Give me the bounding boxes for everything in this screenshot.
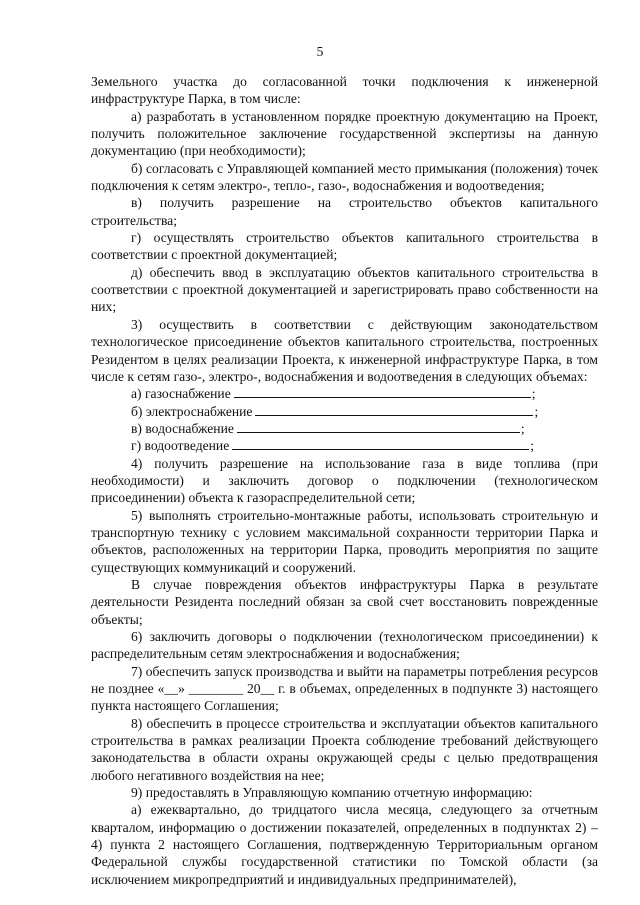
fill-line-gas (91, 385, 598, 402)
paragraph: 4) получить разрешение на использование газа в виде топлива (при необходимости) и заключить договор о подключении (технологическом присоединении) объекта к газораспределительной сети; (91, 455, 598, 506)
paragraph: а) ежеквартально, до тридцатого числа месяца, следующего за отчетным кварталом, информацию о достижении показателей, определенных в подпунктах 2) – 4) пункта 2 настоящего Соглашения, подтвержденную Территориальным органом Федеральной службы государственной статистики по Томской области (за исключением микропредприятий и индивидуальных предпринимателей), (91, 802, 598, 887)
fill-line-end: ; (534, 403, 539, 419)
fill-line-electricity (91, 403, 598, 420)
fill-line-water-disposal (91, 437, 598, 454)
paragraph: 5) выполнять строительно-монтажные работы, использовать строительную и транспортную технику с условием максимальной сохранности территории Парка и объектов, расположенных на территории Парка, проводить мероприятия по защите существующих коммуникаций и сооружений. (91, 507, 598, 575)
page-number: 5 (316, 44, 324, 59)
fill-line-label: а) газоснабжение (131, 386, 231, 402)
blank-underline (255, 403, 533, 416)
paragraph: а) разработать в установленном порядке проектную документацию на Проект, получить положительное заключение государственной экспертизы на данную документацию (при необходимости); (91, 108, 598, 159)
fill-line-end: ; (530, 438, 535, 454)
paragraph: г) осуществлять строительство объектов капитального строительства в соответствии с проектной документацией; (91, 230, 598, 263)
paragraph: 3) осуществить в соответствии с действующим законодательством технологическое присоединение объектов капитального строительства, построенных Резидентом в целях реализации Проекта, к инженерной инфраструктуре Парка, в том числе к сетям газо-, электро-, водоснабжения и водоотведения в следующих объемах: (91, 316, 598, 384)
fill-line-label: б) электроснабжение (131, 403, 253, 419)
paragraph: 8) обеспечить в процессе строительства и эксплуатации объектов капитального строительства в рамках реализации Проекта соблюдение требований действующего законодательства в области охраны окружающей среды с целью предотвращения любого негативного воздействия на нее; (91, 715, 598, 783)
fill-line-water-supply (91, 420, 598, 437)
paragraph: 7) обеспечить запуск производства и выйти на параметры потребления ресурсов не позднее «__» ________ 20__ г. в объемах, определенных в подпункте 3) настоящего пункта настоящего Соглашения; (91, 663, 598, 714)
blank-underline (232, 437, 529, 450)
blank-underline (234, 385, 531, 398)
fill-line-label: г) водоотведение (131, 438, 230, 454)
paragraph: В случае повреждения объектов инфраструктуры Парка в результате деятельности Резидента последний обязан за свой счет восстановить поврежденные объекты; (91, 576, 598, 627)
paragraph: в) получить разрешение на строительство объектов капитального строительства; (91, 195, 598, 228)
paragraph: д) обеспечить ввод в эксплуатацию объектов капитального строительства в соответствии с проектной документацией и зарегистрировать право собственности на них; (91, 264, 598, 315)
fill-line-end: ; (531, 386, 536, 402)
fill-line-end: ; (520, 420, 525, 436)
document-body (91, 73, 598, 888)
paragraph: 9) предоставлять в Управляющую компанию отчетную информацию: (131, 785, 533, 801)
paragraph: б) согласовать с Управляющей компанией место примыкания (положения) точек подключения к сетям электро-, тепло-, газо-, водоснабжения и водоотведения; (91, 160, 598, 194)
blank-underline (237, 420, 520, 433)
paragraph: 6) заключить договоры о подключении (технологическом присоединении) к распределительным сетям электроснабжения и водоснабжения; (91, 629, 598, 662)
fill-line-label: в) водоснабжение (131, 420, 234, 436)
paragraph: Земельного участка до согласованной точки подключения к инженерной инфраструктуре Парка, в том числе: (91, 74, 598, 107)
